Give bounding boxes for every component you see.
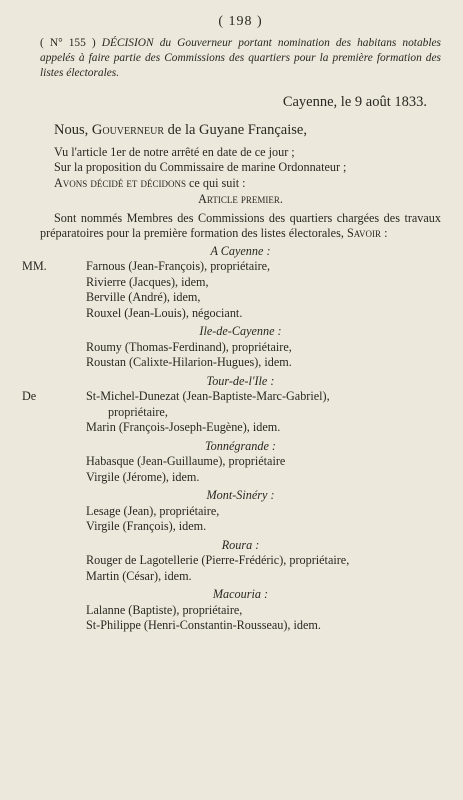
member-entry: Virgile (Jérome), idem. bbox=[86, 469, 200, 484]
member-entry: propriétaire, bbox=[108, 404, 168, 419]
member-row bbox=[40, 420, 441, 436]
intro-text: Sont nommés Membres des Commissions des quartiers chargées des travaux préparatoires pour la première formation des listes électorales, bbox=[40, 210, 441, 240]
district-heading: Mont-Sinéry : bbox=[206, 488, 275, 502]
member-prefix-spacer bbox=[22, 306, 62, 322]
article-heading: Article premier. bbox=[198, 192, 283, 206]
member-entry: St-Michel-Dunezat (Jean-Baptiste-Marc-Gabriel), bbox=[86, 389, 330, 403]
member-prefix: De bbox=[22, 389, 37, 403]
decision-word: DÉCISION bbox=[101, 36, 154, 49]
member-prefix-spacer bbox=[22, 504, 62, 520]
member-entry: Rouger de Lagotellerie (Pierre-Frédéric), propriétaire, bbox=[86, 553, 350, 567]
et-word: et bbox=[126, 175, 138, 190]
district-heading: Tonnégrande : bbox=[205, 438, 276, 453]
member-prefix-spacer bbox=[22, 553, 62, 569]
district-heading: Tour-de-l'Ile : bbox=[206, 373, 275, 388]
avons-word: Avons bbox=[54, 175, 88, 190]
proposition-line: Sur la proposition du Commissaire de marine Ordonnateur ; bbox=[54, 160, 347, 174]
member-prefix-spacer bbox=[22, 340, 62, 356]
nous-rest: de la Guyane Française, bbox=[167, 121, 307, 138]
member-row bbox=[40, 454, 441, 470]
member-row bbox=[40, 519, 441, 535]
nous-word: Nous, bbox=[54, 121, 89, 138]
member-entry: Lesage (Jean), propriétaire, bbox=[86, 503, 220, 518]
member-row bbox=[40, 603, 441, 619]
vu-line: Vu l'article 1er de notre arrêté en date de ce jour ; bbox=[54, 144, 295, 159]
avons-line bbox=[40, 176, 441, 192]
member-prefix-spacer bbox=[22, 275, 62, 291]
decide-word: décidé bbox=[90, 175, 124, 190]
member-prefix-spacer bbox=[22, 405, 62, 421]
member-prefix: MM. bbox=[22, 259, 47, 273]
nous-gouverneur-line bbox=[40, 121, 441, 139]
member-prefix-spacer bbox=[22, 454, 62, 470]
member-row bbox=[40, 340, 441, 356]
member-entry: Lalanne (Baptiste), propriétaire, bbox=[86, 602, 243, 617]
member-prefix-spacer bbox=[22, 290, 62, 306]
member-prefix-spacer bbox=[22, 420, 62, 436]
decision-text: du Gouverneur portant nomination des habitans notables appelés à faire partie des Commissions des quartiers pour la première formation des listes électorales. bbox=[40, 36, 441, 79]
district-heading: Roura : bbox=[221, 537, 260, 552]
gouverneur-word: Gouverneur bbox=[91, 121, 165, 138]
decidons-word: décidons bbox=[140, 175, 186, 190]
member-entry: Rivierre (Jacques), idem, bbox=[86, 274, 209, 289]
commission-sections bbox=[22, 243, 441, 634]
avons-rest: ce qui suit : bbox=[189, 175, 246, 190]
member-row bbox=[40, 618, 441, 634]
district-heading: Macouria : bbox=[212, 587, 269, 601]
member-entry: Farnous (Jean-François), propriétaire, bbox=[86, 259, 271, 273]
savoir-word: Savoir : bbox=[346, 225, 388, 240]
member-row bbox=[22, 389, 441, 405]
member-prefix-spacer bbox=[22, 569, 62, 585]
district-heading: A Cayenne : bbox=[210, 243, 271, 258]
member-prefix-spacer bbox=[22, 618, 62, 634]
member-entry: St-Philippe (Henri-Constantin-Rousseau), idem. bbox=[86, 618, 321, 632]
member-entry: Martin (César), idem. bbox=[86, 568, 192, 583]
member-row bbox=[40, 355, 441, 371]
page-number: ( 198 ) bbox=[218, 14, 263, 29]
member-row bbox=[40, 275, 441, 291]
member-row bbox=[40, 504, 441, 520]
member-row bbox=[40, 470, 441, 486]
decision-heading bbox=[40, 36, 441, 81]
member-entry: Roumy (Thomas-Ferdinand), propriétaire, bbox=[86, 339, 292, 354]
member-row bbox=[40, 405, 441, 421]
member-entry: Rouxel (Jean-Louis), négociant. bbox=[86, 305, 243, 320]
member-entry: Virgile (François), idem. bbox=[86, 519, 207, 533]
member-entry: Berville (André), idem, bbox=[86, 290, 201, 304]
decision-date: Cayenne, le 9 août 1833. bbox=[282, 93, 427, 110]
member-row bbox=[40, 569, 441, 585]
member-entry: Roustan (Calixte-Hilarion-Hugues), idem. bbox=[86, 355, 292, 369]
member-entry: Habasque (Jean-Guillaume), propriétaire bbox=[86, 454, 286, 468]
intro-paragraph bbox=[40, 211, 441, 241]
member-prefix-spacer bbox=[22, 519, 62, 535]
member-entry: Marin (François-Joseph-Eugène), idem. bbox=[86, 420, 281, 434]
district-heading: Ile-de-Cayenne : bbox=[199, 324, 282, 338]
member-row bbox=[22, 259, 441, 275]
member-prefix-spacer bbox=[22, 470, 62, 486]
member-prefix-spacer bbox=[22, 603, 62, 619]
member-prefix-spacer bbox=[22, 355, 62, 371]
member-row bbox=[40, 306, 441, 322]
member-row bbox=[40, 290, 441, 306]
decision-number: ( N° 155 ) bbox=[40, 36, 96, 49]
member-row bbox=[40, 553, 441, 569]
